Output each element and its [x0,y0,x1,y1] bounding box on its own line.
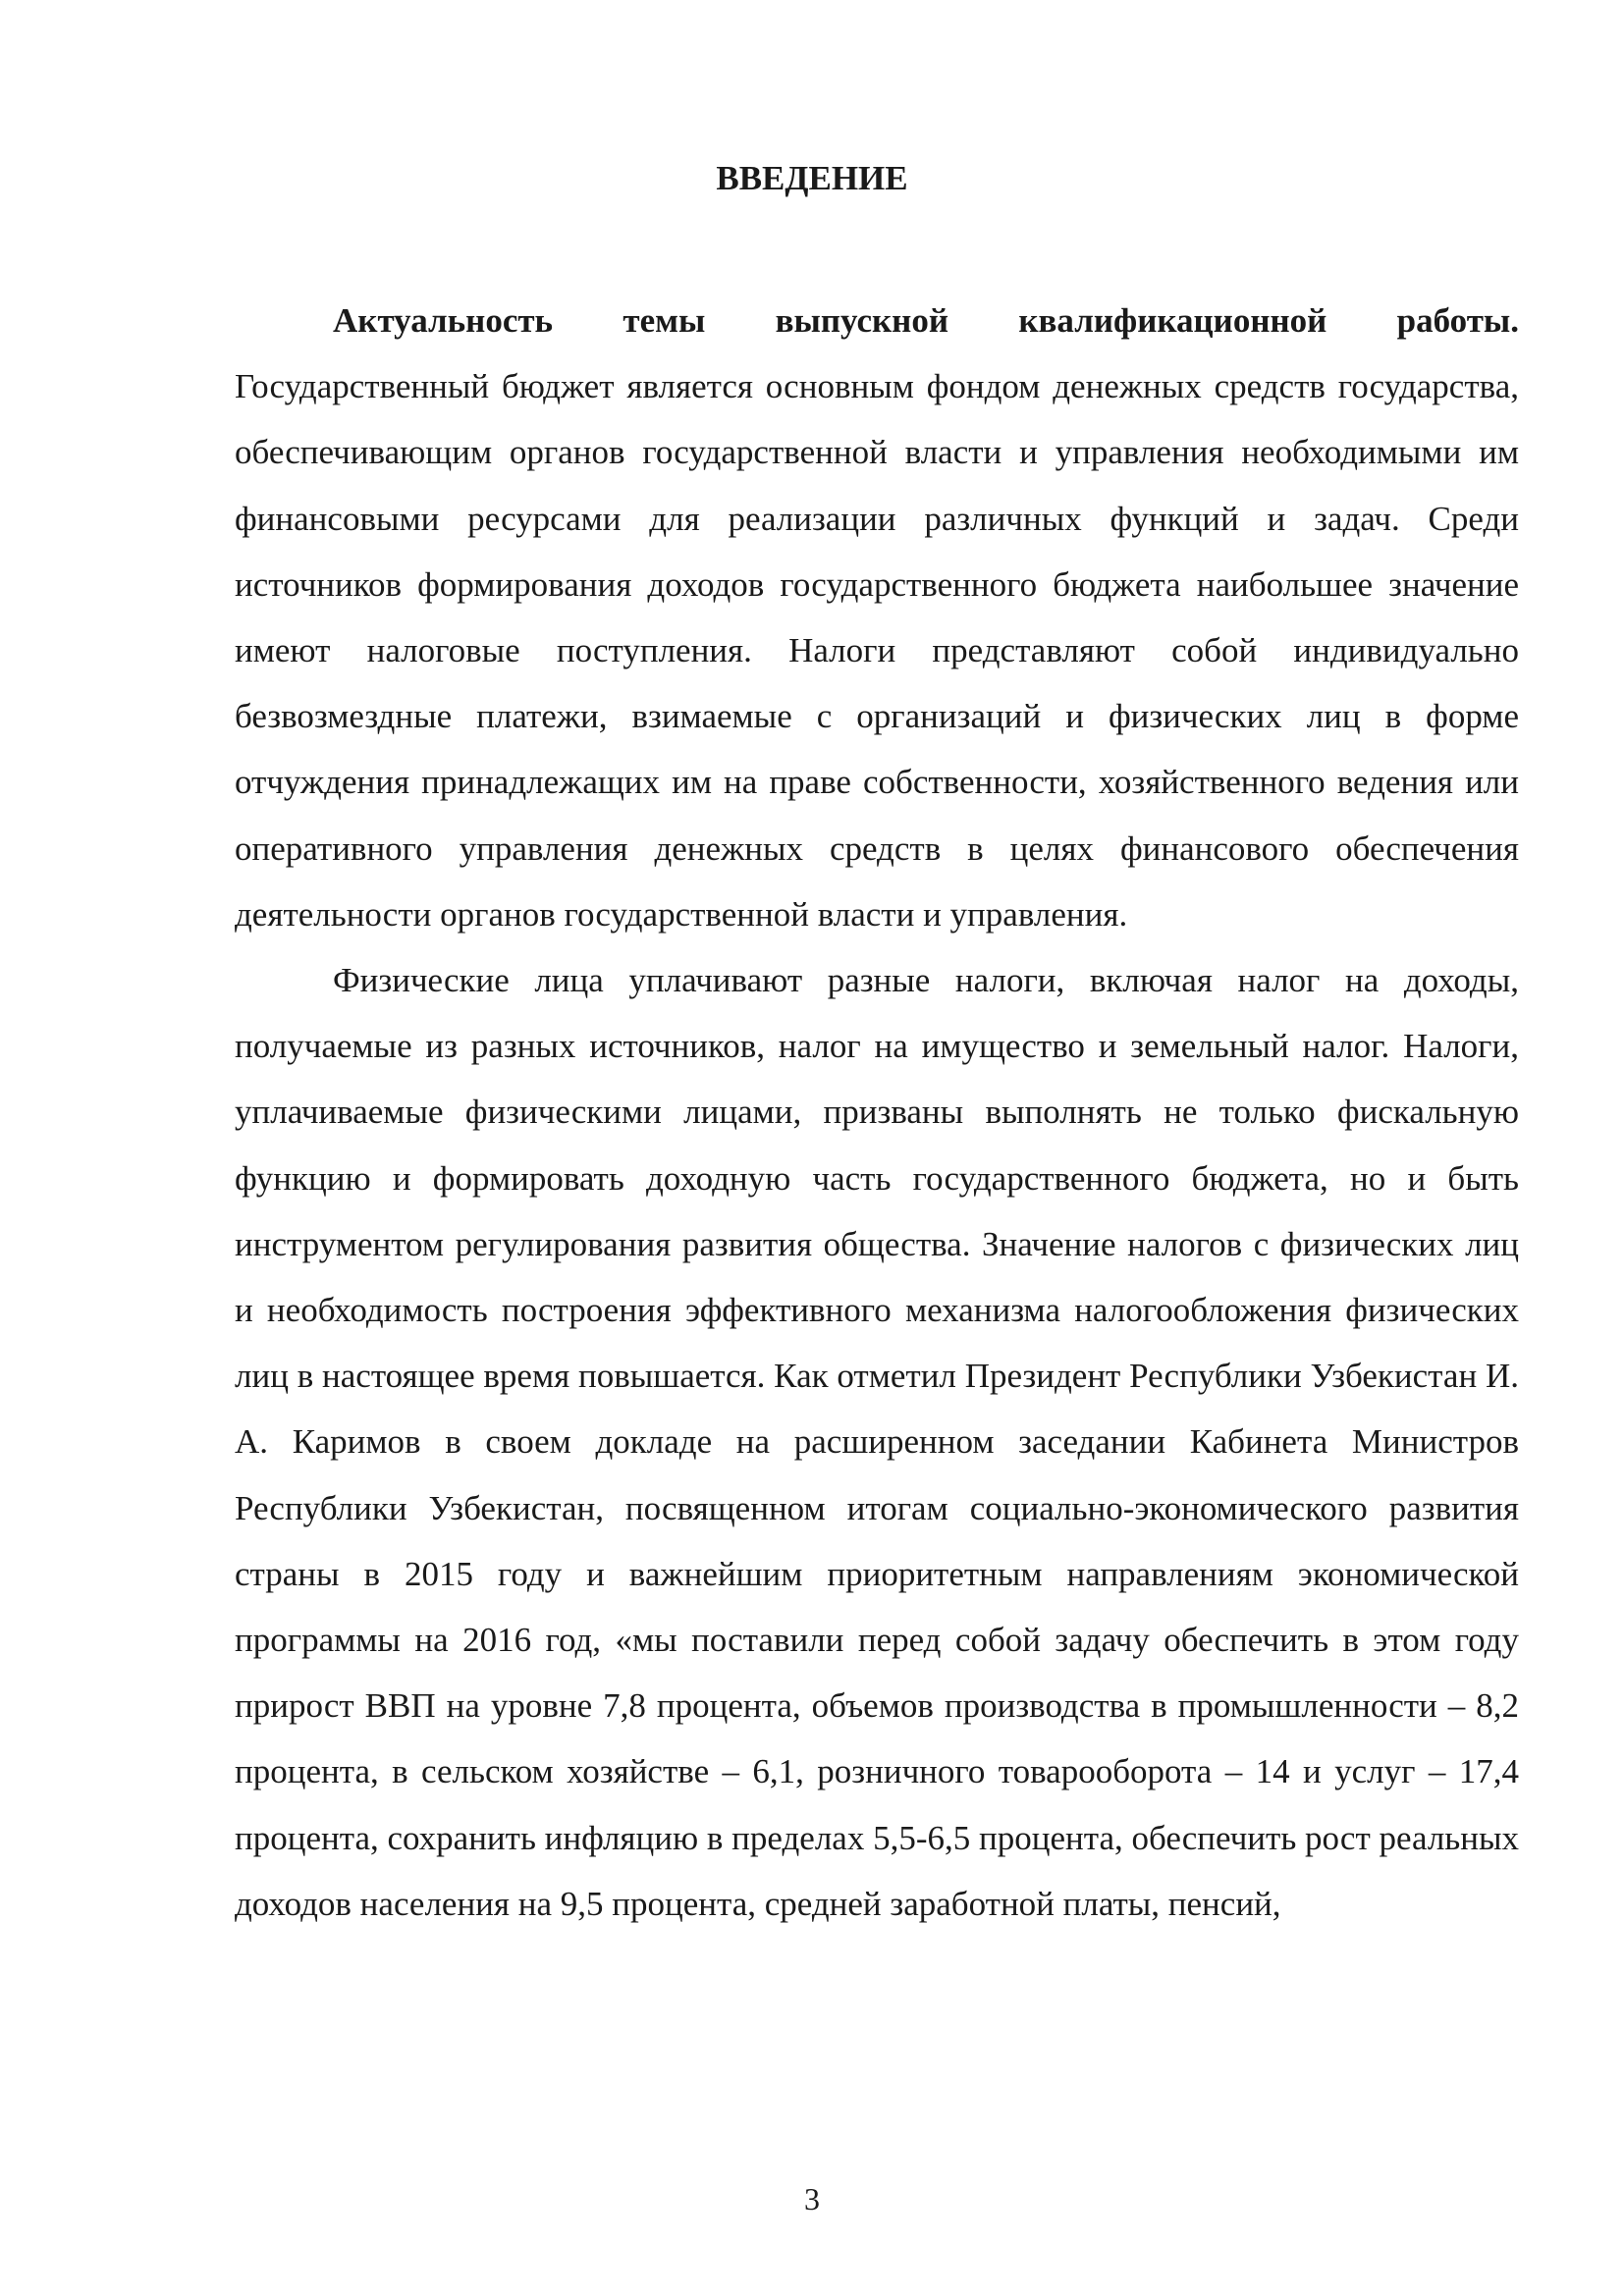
document-body [235,288,1519,1937]
paragraph-individuals-taxes [235,947,1519,1937]
paragraph-text: Государственный бюджет является основным фондом денежных средств государства, обеспечивающим органов государственной власти и управления необходимыми им финансовыми ресурсами для реализации различных функций и задач. Среди источников формирования доходов государственного бюджета наибольшее значение имеют налоговые поступления. Налоги представляют собой индивидуально безвозмездные платежи, взимаемые с организаций и физических лиц в форме отчуждения принадлежащих им на праве собственности, хозяйственного ведения или оперативного управления денежных средств в целях финансового обеспечения деятельности органов государственной власти и управления. [235,367,1519,934]
page-number: 3 [804,2181,820,2216]
paragraph-relevance [235,288,1519,947]
paragraph-lead-bold: Актуальность темы выпускной квалификационной работы. [333,301,1519,340]
page-title: ВВЕДЕНИЕ [716,159,908,197]
paragraph-text: Физические лица уплачивают разные налоги, включая налог на доходы, получаемые из разных источников, налог на имущество и земельный налог. Налоги, уплачиваемые физическими лицами, призваны выполнять не только фискальную функцию и формировать доходную часть государственного бюджета, но и быть инструментом регулирования развития общества. Значение налогов с физических лиц и необходимость построения эффективного механизма налогообложения физических лиц в настоящее время повышается. Как отметил Президент Республики Узбекистан И. А. Каримов в своем докладе на расширенном заседании Кабинета Министров Республики Узбекистан, посвященном итогам социально-экономического развития страны в 2015 году и важнейшим приоритетным направлениям экономической программы на 2016 год, «мы поставили перед собой задачу обеспечить в этом году прирост ВВП на уровне 7,8 процента, объемов производства в промышленности – 8,2 процента, в сельском хозяйстве – 6,1, розничного товарооборота – 14 и услуг – 17,4 процента, сохранить инфляцию в пределах 5,5-6,5 процента, обеспечить рост реальных доходов населения на 9,5 процента, средней заработной платы, пенсий, [235,961,1519,1923]
